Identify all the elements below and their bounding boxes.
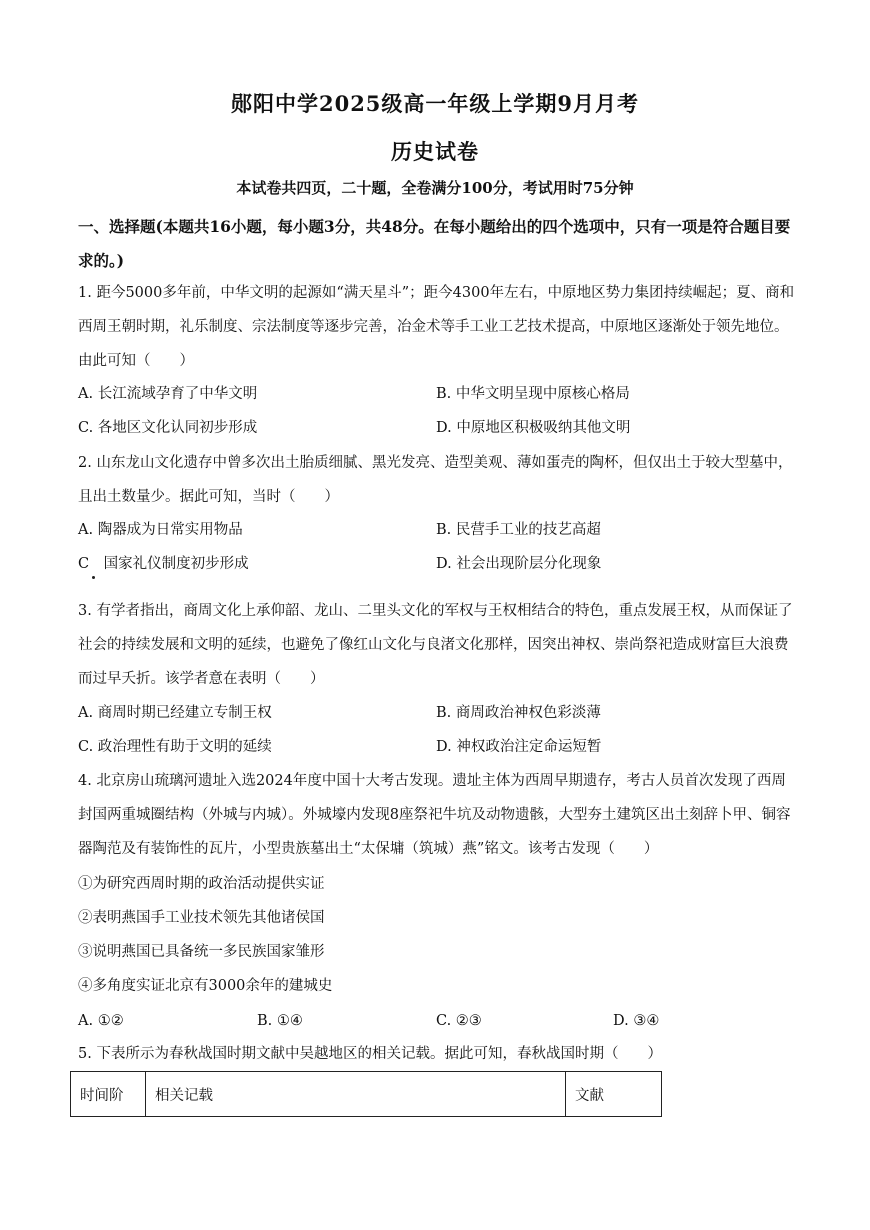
table-header-row [71, 1072, 662, 1117]
question-4-statement-1: ①为研究西周时期的政治活动提供实证 [78, 876, 325, 892]
question-1-option-b: B. 中华文明呈现中原核心格局 [436, 386, 630, 402]
question-2-option-b: B. 民营手工业的技艺高超 [436, 522, 601, 538]
question-4-statement-2: ②表明燕国手工业技术领先其他诸侯国 [78, 910, 325, 926]
question-2-option-c: C 国家礼仪制度初步形成 [78, 556, 249, 572]
question-5-table [70, 1071, 662, 1117]
question-5-text: 5. 下表所示为春秋战国时期文献中吴越地区的相关记载。据此可知，春秋战国时期（ ） [78, 1046, 662, 1062]
question-4-option-c: C. ②③ [436, 1013, 482, 1029]
question-4-text: 4. 北京房山琉璃河遗址入选2024年度中国十大考古发现。遗址主体为西周早期遗存，考古人员首次发现了西周封国两重城圈结构（外城与内城）。外城壕内发现8座祭祀牛坑及动物遗骸，大型夯土建筑区出土刻辞卜甲、铜容器陶范及有装饰性的瓦片，小型贵族墓出土“太保墉（筑城）燕”铭文。该考古发现（ ） [78, 773, 791, 857]
question-2-text: 2. 山东龙山文化遗存中曾多次出土胎质细腻、黑光发亮、造型美观、薄如蛋壳的陶杯，但仅出土于较大型墓中，且出土数量少。据此可知，当时（ ） [78, 455, 793, 505]
table-header-period: 时间阶 [71, 1072, 146, 1117]
question-4-option-d: D. ③④ [613, 1013, 660, 1029]
stray-dot-mark [92, 576, 95, 579]
subject-title: 历史试卷 [391, 139, 479, 164]
exam-title: 郧阳中学2025级高一年级上学期9月月考 [230, 91, 640, 116]
question-1-text: 1. 距今5000多年前，中华文明的起源如“满天星斗”；距今4300年左右，中原地区势力集团持续崛起；夏、商和西周王朝时期，礼乐制度、宗法制度等逐步完善，冶金术等手工业工艺技术提高，中原地区逐渐处于领先地位。由此可知（ ） [78, 285, 795, 369]
table-header-source: 文献 [566, 1072, 662, 1117]
question-3-option-b: B. 商周政治神权色彩淡薄 [436, 705, 601, 721]
question-4-option-a: A. ①② [78, 1013, 124, 1029]
question-3-option-a: A. 商周时期已经建立专制王权 [78, 705, 272, 721]
question-4-statement-3: ③说明燕国已具备统一多民族国家雏形 [78, 944, 325, 960]
question-1-option-c: C. 各地区文化认同初步形成 [78, 420, 258, 436]
question-1-option-a: A. 长江流域孕育了中华文明 [78, 386, 258, 402]
question-2-option-a: A. 陶器成为日常实用物品 [78, 522, 243, 538]
table-header-records: 相关记载 [146, 1072, 566, 1117]
section-heading: 一、选择题(本题共16小题，每小题3分，共48分。在每小题给出的四个选项中，只有一项是符合题目要求的。) [78, 217, 791, 270]
question-3-option-d: D. 神权政治注定命运短暂 [436, 739, 602, 755]
question-4-statement-4: ④多角度实证北京有3000余年的建城史 [78, 978, 333, 994]
question-2-option-d: D. 社会出现阶层分化现象 [436, 556, 602, 572]
question-3-option-c: C. 政治理性有助于文明的延续 [78, 739, 272, 755]
question-3-text: 3. 有学者指出，商周文化上承仰韶、龙山、二里头文化的军权与王权相结合的特色，重点发展王权，从而保证了社会的持续发展和文明的延续，也避免了像红山文化与良渚文化那样，因突出神权、崇尚祭祀造成财富巨大浪费而过早夭折。该学者意在表明（ ） [78, 603, 793, 687]
exam-intro: 本试卷共四页，二十题，全卷满分100分，考试用时75分钟 [236, 179, 634, 197]
question-4-option-b: B. ①④ [257, 1013, 303, 1029]
question-1-option-d: D. 中原地区积极吸纳其他文明 [436, 420, 631, 436]
